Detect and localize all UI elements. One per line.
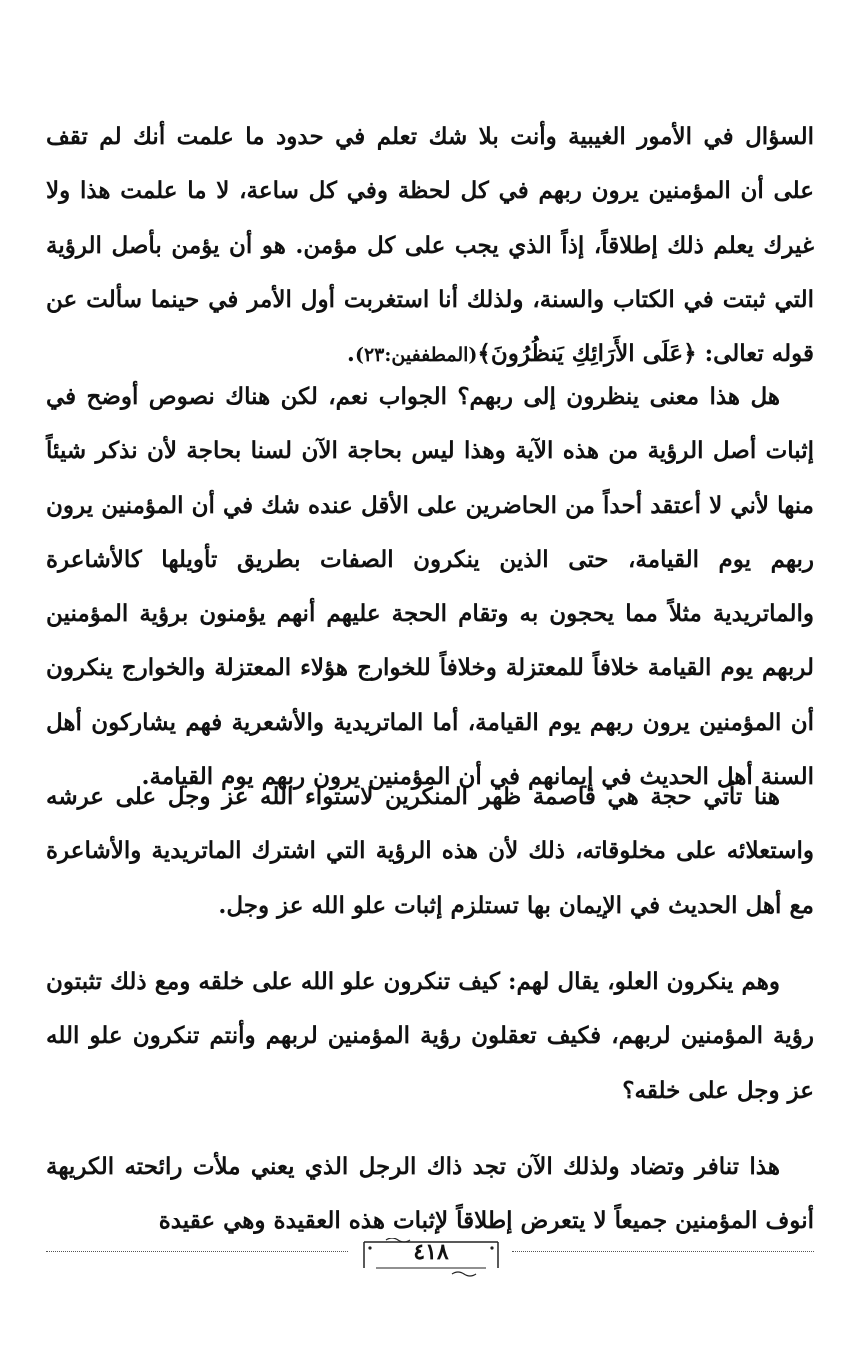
paragraph-text: هنا تأتي حجة هي قاصمة ظهر المنكرين لاستواء الله عز وجل على عرشه واستعلائه على مخلوقاته، ذلك لأن هذه الرؤية التي اشترك الماتريدية والأشاعرة مع أهل الحديث في الإيمان بها تستلزم إثبات علو الله عز وجل. bbox=[46, 783, 814, 919]
footer-divider-left bbox=[46, 1251, 348, 1252]
verse-reference: (المطففين:٢٣) bbox=[354, 344, 478, 367]
paragraph-2 bbox=[46, 370, 814, 804]
paragraph-5 bbox=[46, 1140, 814, 1249]
paragraph-1 bbox=[46, 110, 814, 382]
paragraph-text: هل هذا معنى ينظرون إلى ربهم؟ الجواب نعم، لكن هناك نصوص أوضح في إثبات أصل الرؤية من هذه الآية وهذا ليس بحاجة الآن لسنا بحاجة لأن نذكر شيئاً منها لأني لا أعتقد أحداً من الحاضرين على الأقل عنده شك في أن المؤمنين يرون ربهم يوم القيامة، حتى الذين ينكرون الصفات بطريق تأويلها كالأشاعرة والماتريدية مثلاً مما يحجون به وتقام الحجة عليهم أنهم يؤمنون برؤية المؤمنين لربهم يوم القيامة خلافاً للمعتزلة وخلافاً للخوارج هؤلاء المعتزلة والخوارج ينكرون أن المؤمنين يرون ربهم يوم القيامة، أما الماتريدية والأشعرية فهم يشاركون أهل السنة أهل الحديث في إيمانهم في أن المؤمنين يرون ربهم يوم القيامة. bbox=[46, 383, 814, 791]
footer-divider-right bbox=[512, 1251, 814, 1252]
paragraph-4 bbox=[46, 955, 814, 1118]
page-footer bbox=[46, 1238, 814, 1278]
paragraph-text: السؤال في الأمور الغيبية وأنت بلا شك تعلم في حدود ما علمت أنك لم تقف على أن المؤمنين يرون ربهم في كل لحظة وفي كل ساعة، لا ما علمت هذا ولا غيرك يعلم ذلك إطلاقاً، إذاً الذي يجب على كل مؤمن. هو أن يؤمن بأصل الرؤية التي ثبتت في الكتاب والسنة، ولذلك أنا استغربت أول الأمر في حينما سألت عن قوله تعالى: bbox=[46, 123, 814, 368]
paragraph-3 bbox=[46, 770, 814, 933]
page-number-ornament bbox=[356, 1238, 506, 1272]
paragraph-text: وهم ينكرون العلو، يقال لهم: كيف تنكرون علو الله على خلقه ومع ذلك تثبتون رؤية المؤمنين لربهم، فكيف تعقلون رؤية المؤمنين لربهم وأنتم تنكرون علو الله عز وجل على خلقه؟ bbox=[46, 968, 814, 1104]
page-number: ٤١٨ bbox=[413, 1239, 449, 1265]
paragraph-end: . bbox=[346, 340, 355, 368]
quran-verse: ﴿عَلَى الأَرَائِكِ يَنظُرُونَ﴾ bbox=[477, 340, 697, 368]
paragraph-text: هذا تنافر وتضاد ولذلك الآن تجد ذاك الرجل الذي يعني ملأت رائحته الكريهة أنوف المؤمنين جميعاً لا يتعرض إطلاقاً لإثبات هذه العقيدة وهي عقيدة bbox=[46, 1153, 814, 1235]
